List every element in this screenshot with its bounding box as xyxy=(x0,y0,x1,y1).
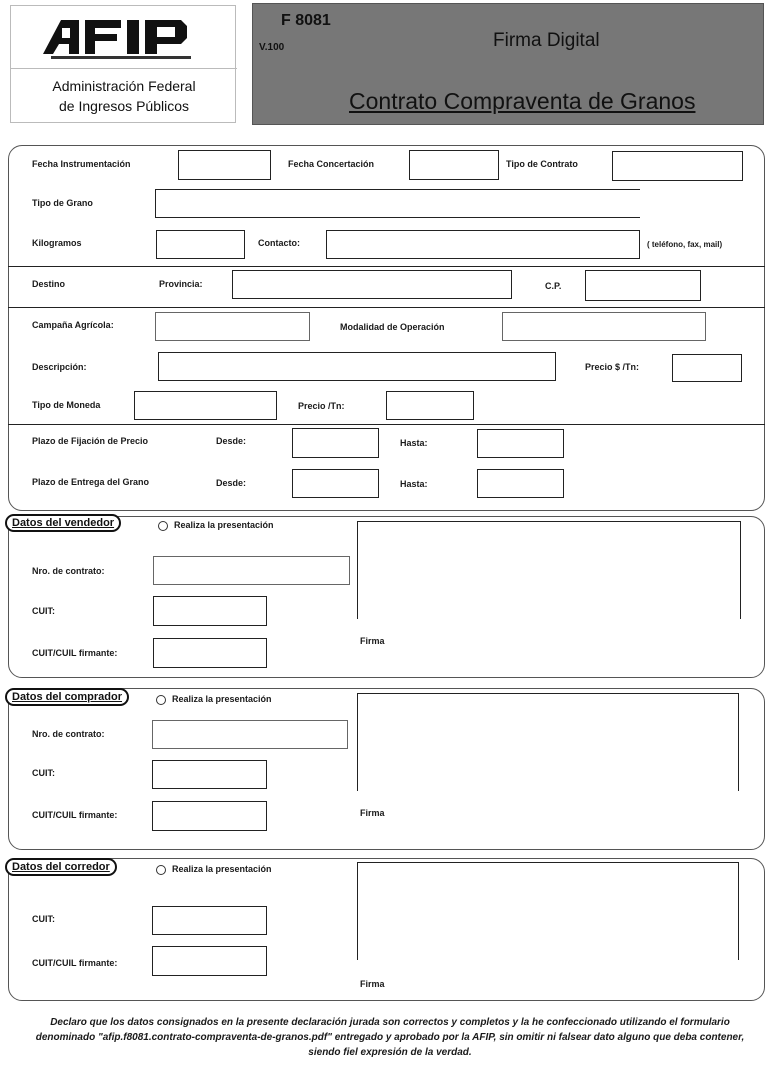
tipo-moneda-label: Tipo de Moneda xyxy=(32,400,101,410)
corredor-cuit-field[interactable] xyxy=(152,906,267,935)
descripcion-label: Descripción: xyxy=(32,362,87,372)
org-name-line2: de Ingresos Públicos xyxy=(59,98,189,114)
destino-label: Destino xyxy=(32,279,66,289)
comprador-nro-contrato-label: Nro. de contrato: xyxy=(32,729,105,739)
fecha-instrumentacion-field[interactable] xyxy=(178,150,271,180)
campana-field[interactable] xyxy=(155,312,310,341)
comprador-signature-area[interactable] xyxy=(357,693,739,791)
digital-signature-label: Firma Digital xyxy=(493,30,600,51)
plazo-entrega-desde-label: Desde: xyxy=(216,478,247,488)
afip-logo xyxy=(41,14,211,62)
vendedor-cuit-label: CUIT: xyxy=(32,606,55,616)
comprador-section-title: Datos del comprador xyxy=(5,688,129,706)
comprador-cuit-firmante-label: CUIT/CUIL firmante: xyxy=(32,810,118,820)
comprador-presenta-label: Realiza la presentación xyxy=(172,694,272,704)
modalidad-label: Modalidad de Operación xyxy=(340,322,445,332)
fecha-concertacion-label: Fecha Concertación xyxy=(288,159,375,169)
afip-logo-icon xyxy=(41,14,211,62)
campana-label: Campaña Agrícola: xyxy=(32,320,114,330)
corredor-signature-area[interactable] xyxy=(357,862,739,960)
tipo-grano-field[interactable] xyxy=(155,189,640,218)
plazo-fijacion-hasta-label: Hasta: xyxy=(400,438,428,448)
divider xyxy=(8,266,765,267)
comprador-presenta-radio[interactable] xyxy=(156,695,166,705)
kilogramos-label: Kilogramos xyxy=(32,238,82,248)
comprador-cuit-label: CUIT: xyxy=(32,768,55,778)
provincia-label: Provincia: xyxy=(159,279,203,289)
vendedor-nro-contrato-field[interactable] xyxy=(153,556,350,585)
divider xyxy=(8,307,765,308)
fecha-concertacion-field[interactable] xyxy=(409,150,499,180)
corredor-firma-label: Firma xyxy=(360,979,385,989)
cp-field[interactable] xyxy=(585,270,701,301)
precio-tn2-field[interactable] xyxy=(386,391,474,420)
vendedor-cuit-firmante-label: CUIT/CUIL firmante: xyxy=(32,648,118,658)
descripcion-field[interactable] xyxy=(158,352,556,381)
divider xyxy=(8,424,765,425)
vendedor-presenta-label: Realiza la presentación xyxy=(174,520,274,530)
tipo-grano-label: Tipo de Grano xyxy=(32,198,93,208)
corredor-cuit-firmante-label: CUIT/CUIL firmante: xyxy=(32,958,118,968)
plazo-fijacion-desde-label: Desde: xyxy=(216,436,247,446)
comprador-cuit-firmante-field[interactable] xyxy=(152,801,267,831)
kilogramos-field[interactable] xyxy=(156,230,245,259)
plazo-entrega-desde-field[interactable] xyxy=(292,469,379,498)
tipo-moneda-field[interactable] xyxy=(134,391,277,420)
vendedor-firma-label: Firma xyxy=(360,636,385,646)
provincia-field[interactable] xyxy=(232,270,512,299)
org-name-line1: Administración Federal xyxy=(52,78,196,94)
contacto-hint: ( teléfono, fax, mail) xyxy=(647,240,723,249)
vendedor-nro-contrato-label: Nro. de contrato: xyxy=(32,566,105,576)
tipo-contrato-field[interactable] xyxy=(612,151,743,181)
plazo-entrega-hasta-field[interactable] xyxy=(477,469,564,498)
plazo-entrega-hasta-label: Hasta: xyxy=(400,479,428,489)
vendedor-signature-area[interactable] xyxy=(357,521,741,619)
corredor-cuit-label: CUIT: xyxy=(32,914,55,924)
vendedor-section-title: Datos del vendedor xyxy=(5,514,121,532)
comprador-firma-label: Firma xyxy=(360,808,385,818)
form-code: F 8081 xyxy=(281,12,331,29)
fecha-instrumentacion-label: Fecha Instrumentación xyxy=(32,159,131,169)
form-version: V.100 xyxy=(259,42,285,53)
form-title: Contrato Compraventa de Granos xyxy=(349,88,696,114)
corredor-cuit-firmante-field[interactable] xyxy=(152,946,267,976)
vendedor-cuit-firmante-field[interactable] xyxy=(153,638,267,668)
tipo-contrato-label: Tipo de Contrato xyxy=(506,159,578,169)
comprador-nro-contrato-field[interactable] xyxy=(152,720,348,749)
vendedor-cuit-field[interactable] xyxy=(153,596,267,626)
plazo-fijacion-hasta-field[interactable] xyxy=(477,429,564,458)
plazo-fijacion-label: Plazo de Fijación de Precio xyxy=(32,436,149,446)
corredor-presenta-label: Realiza la presentación xyxy=(172,864,272,874)
corredor-section-title: Datos del corredor xyxy=(5,858,117,876)
precio-tn-label: Precio $ /Tn: xyxy=(585,362,640,372)
vendedor-presenta-radio[interactable] xyxy=(158,521,168,531)
precio-tn-field[interactable] xyxy=(672,354,742,382)
contacto-field[interactable] xyxy=(326,230,640,259)
form-header-banner xyxy=(252,3,764,125)
precio-tn2-label: Precio /Tn: xyxy=(298,401,345,411)
plazo-entrega-label: Plazo de Entrega del Grano xyxy=(32,477,150,487)
plazo-fijacion-desde-field[interactable] xyxy=(292,428,379,458)
corredor-presenta-radio[interactable] xyxy=(156,865,166,875)
afip-logo-panel xyxy=(10,5,236,123)
modalidad-field[interactable] xyxy=(502,312,706,341)
comprador-cuit-field[interactable] xyxy=(152,760,267,789)
contacto-label: Contacto: xyxy=(258,238,300,248)
sworn-declaration-text: Declaro que los datos consignados en la presente declaración jurada son correctos y completos y la he confeccionado utilizando el formulario denominado "afip.f8081.contrato-compraventa-de-granos.pdf" entregado y aprobado por la AFIP, sin omitir ni falsear dato alguno que deba contener, siendo fiel expresión de la verdad. xyxy=(35,1017,745,1058)
cp-label: C.P. xyxy=(545,281,562,291)
